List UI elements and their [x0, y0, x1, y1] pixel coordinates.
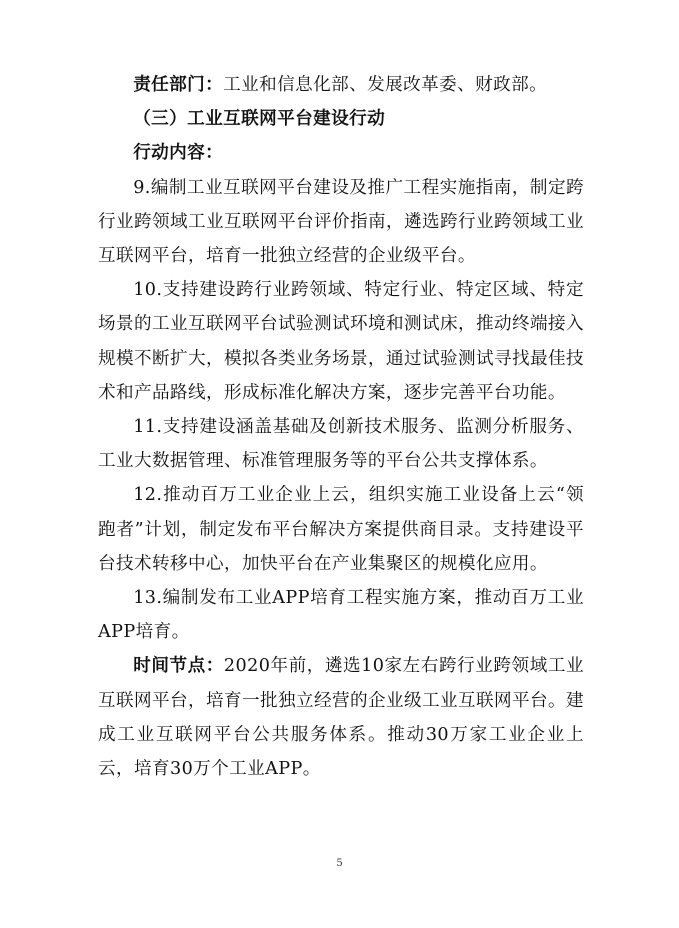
responsibility-text: 工业和信息化部、发展改革委、财政部。 — [223, 75, 548, 95]
timeline-text: 2020年前，遴选10家左右跨行业跨领域工业互联网平台，培育一批独立经营的企业级工业互联网平台。建成工业互联网平台公共服务体系。推动30万家工业企业上云，培育30万个工业APP。 — [98, 656, 584, 780]
responsibility-paragraph — [98, 68, 584, 102]
item-12-paragraph: 12.推动百万工业企业上云，组织实施工业设备上云“领跑者”计划，制定发布平台解决方案提供商目录。支持建设平台技术转移中心，加快平台在产业集聚区的规模化应用。 — [98, 485, 584, 574]
timeline-paragraph — [98, 649, 584, 786]
item-10-paragraph: 10.支持建设跨行业跨领域、特定行业、特定区域、特定场景的工业互联网平台试验测试环境和测试床，推动终端接入规模不断扩大，模拟各类业务场景，通过试验测试寻找最佳技术和产品路线，形成标准化解决方案，逐步完善平台功能。 — [98, 280, 584, 403]
content-heading: 行动内容： — [133, 143, 224, 164]
section-heading: （三）工业互联网平台建设行动 — [133, 109, 386, 130]
item-9-paragraph: 9.编制工业互联网平台建设及推广工程实施指南，制定跨行业跨领域工业互联网平台评价指南，遴选跨行业跨领域工业互联网平台，培育一批独立经营的企业级平台。 — [98, 177, 584, 267]
document-body — [98, 68, 584, 786]
timeline-label: 时间节点： — [133, 656, 224, 677]
page-number: 5 — [336, 858, 343, 869]
item-11-paragraph: 11.支持建设涵盖基础及创新技术服务、监测分析服务、工业大数据管理、标准管理服务等的平台公共支撑体系。 — [98, 417, 584, 472]
item-13-paragraph: 13.编制发布工业APP培育工程实施方案，推动百万工业APP培育。 — [98, 588, 584, 643]
responsibility-label: 责任部门： — [133, 75, 224, 95]
